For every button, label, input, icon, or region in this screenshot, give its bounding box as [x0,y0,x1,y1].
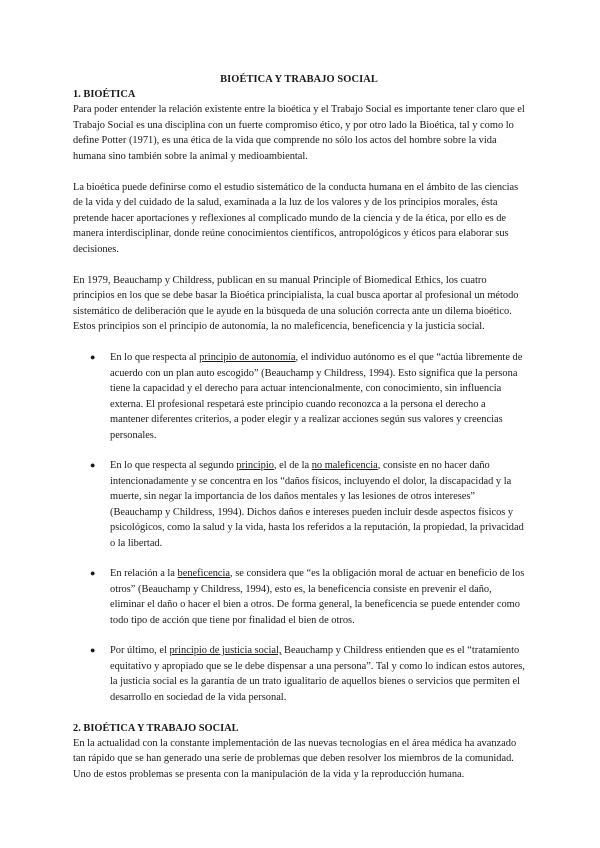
document-body [73,72,525,782]
underlined-term: beneficencia [177,568,231,579]
underlined-term: principio de autonomía [199,352,296,363]
bullet-icon: ● [90,568,96,578]
list-item: ● Por último, el principio de justicia social, Beauchamp y Childress entienden que es el “tratamiento equitativo y apropiado que se le debe dispensar a una persona”. Tal y como lo indican estos autores, la justicia social es la garantía de un trato igualitario de aquellos bienes o servicios que permiten el desarrollo en sociedad de la vida personal. [90,645,525,703]
list-item: ● En lo que respecta al principio de autonomía, el individuo autónomo es el que “actúa libremente de acuerdo con un plan auto escogido” (Beauchamp y Childress, 1994). Esto significa que la persona tiene la capacidad y el derecho para actuar intencionalmente, con conocimiento, sin influencia externa. El profesional respetará este principio cuando reconozca a la persona el derecho a mantener diferentes criterios, a poder elegir y a realizar acciones según sus valores y creencias personales. [90,352,523,441]
section-1-heading: 1. BIOÉTICA [73,89,136,100]
document-title: BIOÉTICA Y TRABAJO SOCIAL [220,74,378,85]
bullet-icon: ● [90,460,96,470]
underlined-term: principio de justicia social, [169,645,282,656]
section-2-heading: 2. BIOÉTICA Y TRABAJO SOCIAL [73,722,239,734]
paragraph: Para poder entender la relación existente entre la bioética y el Trabajo Social es importante tener claro que el Trabajo Social es una disciplina con un fuerte compromiso ético, y por otro lado la Bioética, tal y como lo define Potter (1971), es una ética de la vida que comprende no sólo los actos del hombre sobre la vida humana sino también sobre la animal y medioambiental. [73,104,525,162]
underlined-term: principio [236,460,274,471]
bullet-icon: ● [90,645,96,655]
paragraph: Estos principios son el principio de autonomía, la no maleficencia, beneficencia y la justicia social. [73,321,485,332]
bullet-icon: ● [90,352,96,362]
paragraph: En la actualidad con la constante implementación de las nuevas tecnologías en el área médica ha avanzado tan rápido que se han generado una serie de problemas que deben resolver los miembros de la comunidad. Uno de estos problemas se presenta con la manipulación de la vida y la reproducción humana. [73,737,517,780]
underlined-term: no maleficencia [311,460,378,471]
list-item: ● En lo que respecta al segundo principio, el de la no maleficencia, consiste en no hacer daño intencionadamente y se concentra en los “daños físicos, incluyendo el dolor, la discapacidad y la muerte, sin negar la importancia de los daños mentales y las lesiones de otros intereses” (Beauchamp y Childress, 1994). Dichos daños e intereses pueden incluir desde aspectos físicos y psicológicos, como la salud y la vida, hasta los referidos a la reputación, la propiedad, la privacidad o la libertad. [90,460,524,549]
paragraph: En 1979, Beauchamp y Childress, publican en su manual Principle of Biomedical Ethics, los cuatro principios en los que se debe basar la Bioética principialista, la cual busca aportar al profesional un método sistemático de deliberación que le ayude en la búsqueda de una solución correcta ante un dilema bioético. [73,274,519,317]
list-item: ● En relación a la beneficencia, se considera que “es la obligación moral de actuar en beneficio de los otros” (Beauchamp y Childress, 1994), esto es, la beneficencia consiste en prevenir el daño, eliminar el daño o hacer el bien a otros. De forma general, la beneficencia se puede entender como todo tipo de acción que tiene por finalidad el bien de otros. [90,568,525,626]
paragraph: La bioética puede definirse como el estudio sistemático de la conducta humana en el ámbito de las ciencias de la vida y del cuidado de la salud, examinada a la luz de los valores y de los principios morales, ésta pretende hacer aportaciones y reflexiones al complicado mundo de la ciencia y de la ética, por ello es de manera interdisciplinar, donde reúne conocimientos científicos, antropológicos y éticos para elaborar sus decisiones. [73,181,519,255]
principles-list [73,350,525,705]
